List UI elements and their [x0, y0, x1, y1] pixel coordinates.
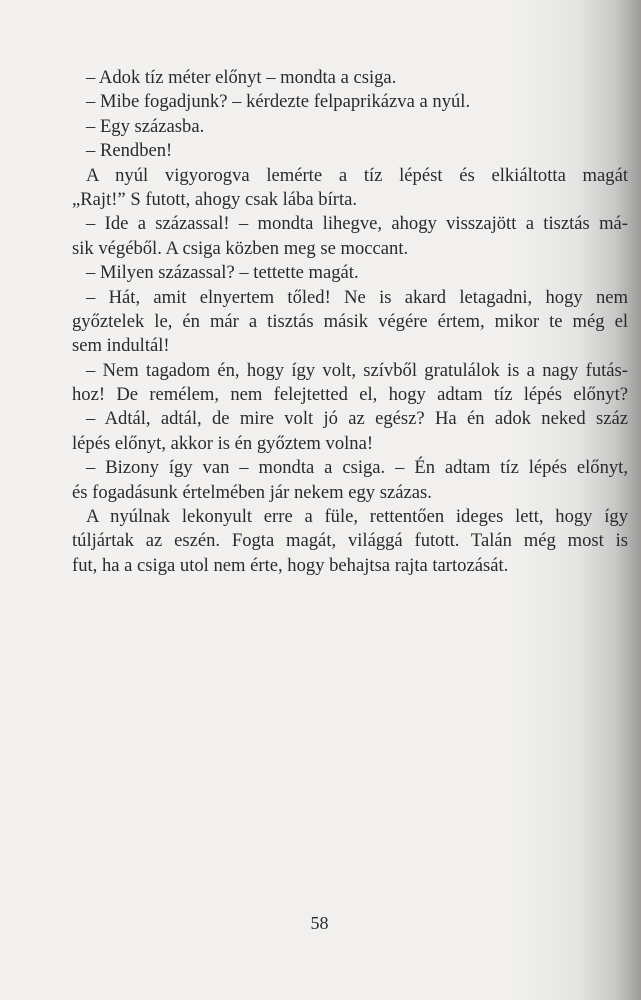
text-line: „Rajt!” S futott, ahogy csak lába bírta. [72, 188, 358, 210]
text-line: hoz! De remélem, nem felejtetted el, hogy adtam tíz lépés előnyt? [72, 384, 628, 406]
text-line: – Hát, amit elnyertem tőled! Ne is akard letagadni, hogy nem [86, 286, 628, 308]
text-line: – Rendben! [86, 140, 173, 162]
text-line: sik végéből. A csiga közben meg se moccant. [72, 237, 409, 259]
text-line: A nyúlnak lekonyult erre a füle, rettentően ideges lett, hogy így [86, 506, 628, 528]
text-line: – Adtál, adtál, de mire volt jó az egész? Ha én adok neked száz [86, 408, 628, 430]
text-line: – Egy százasba. [86, 115, 205, 137]
text-line: lépés előnyt, akkor is én győztem volna! [72, 432, 374, 454]
text-line: – Adok tíz méter előnyt – mondta a csiga. [86, 67, 397, 88]
text-line: – Ide a százassal! – mondta lihegve, ahogy visszajött a tisztás má- [86, 213, 628, 235]
text-line: túljártak az eszén. Fogta magát, világgá futott. Talán még most is [72, 530, 628, 552]
text-line: és fogadásunk értelmében jár nekem egy százas. [72, 481, 432, 503]
text-line: A nyúl vigyorogva lemérte a tíz lépést és elkiáltotta magát [86, 164, 628, 186]
text-line: – Milyen százassal? – tettette magát. [86, 262, 359, 284]
page-number: 58 [310, 913, 329, 933]
text-line: – Bizony így van – mondta a csiga. – Én adtam tíz lépés előnyt, [86, 457, 628, 479]
text-line: fut, ha a csiga utol nem érte, hogy behajtsa rajta tartozását. [72, 554, 509, 576]
body-text [72, 66, 628, 578]
text-line: győztelek le, én már a tisztás másik végére értem, mikor te még el [72, 310, 628, 332]
text-line: – Nem tagadom én, hogy így volt, szívből gratulálok is a nagy futás- [86, 359, 628, 381]
text-line: sem indultál! [72, 335, 170, 357]
text-line: – Mibe fogadjunk? – kérdezte felpaprikázva a nyúl. [86, 91, 471, 113]
